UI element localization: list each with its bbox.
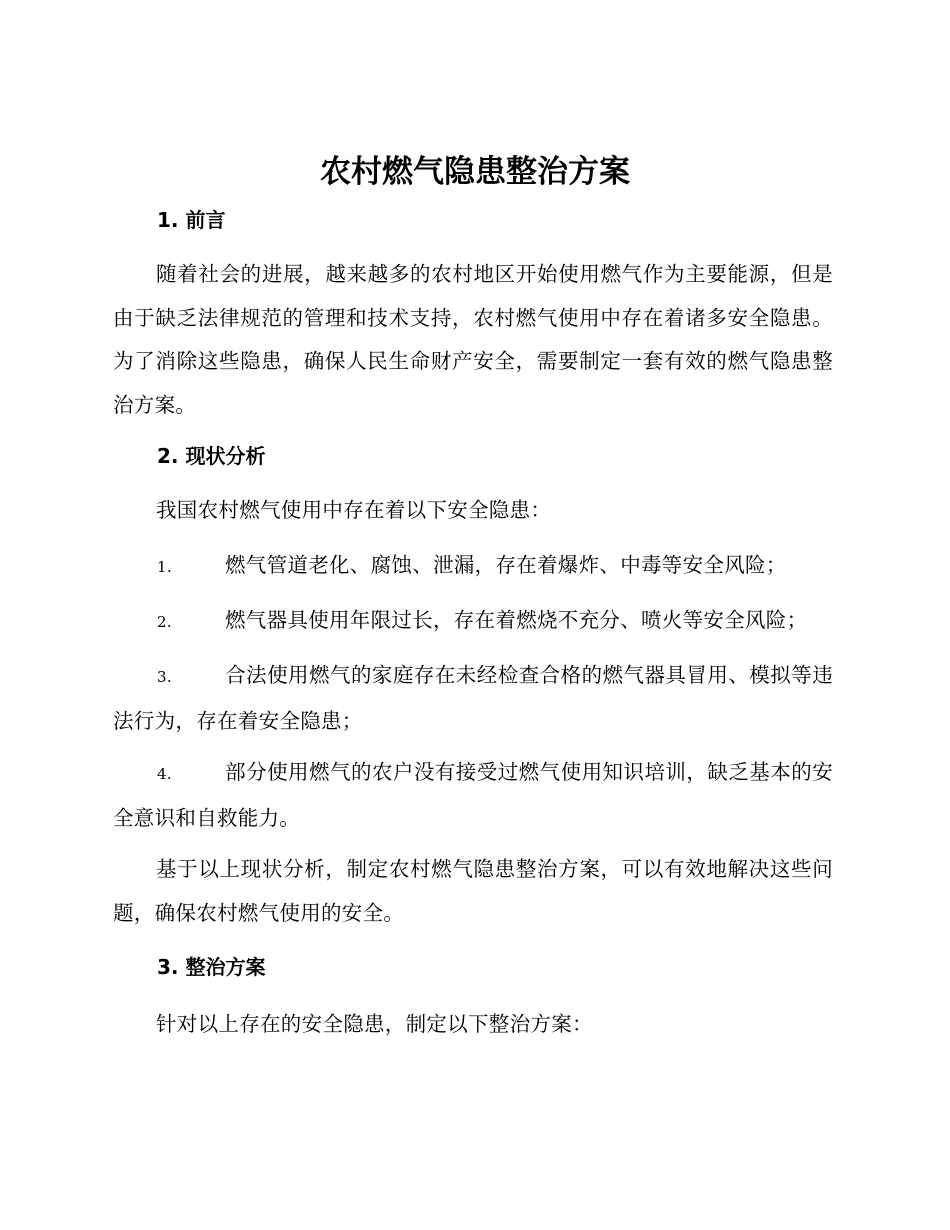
document-title: 农村燃气隐患整治方案 (320, 154, 630, 190)
list-text: 部分使用燃气的农户没有接受过燃气使用知识培训，缺乏基本的安全意识和自救能力。 (113, 760, 833, 830)
list-text: 燃气器具使用年限过长，存在着燃烧不充分、喷火等安全风险； (225, 608, 808, 632)
list-text: 合法使用燃气的家庭存在未经检查合格的燃气器具冒用、模拟等违法行为，存在着安全隐患； (113, 663, 833, 733)
plan-intro: 针对以上存在的安全隐患，制定以下整治方案： (156, 1012, 593, 1036)
section-heading-plan: 3. 整治方案 (157, 955, 266, 979)
analysis-intro: 我国农村燃气使用中存在着以下安全隐患： (156, 498, 552, 522)
analysis-conclusion: 基于以上现状分析，制定农村燃气隐患整治方案，可以有效地解决这些问题，确保农村燃气使用的安全。 (113, 857, 833, 925)
list-item (113, 654, 833, 743)
list-text: 燃气管道老化、腐蚀、泄漏，存在着爆炸、中毒等安全风险； (225, 553, 787, 577)
section-heading-analysis: 2. 现状分析 (157, 444, 266, 468)
list-number: 1. (157, 558, 172, 576)
list-item (113, 544, 833, 590)
list-item (113, 751, 833, 840)
list-number: 3. (157, 668, 172, 686)
list-number: 4. (157, 765, 172, 783)
section-heading-preface: 1. 前言 (157, 208, 226, 232)
list-number: 2. (157, 613, 172, 631)
list-item (113, 599, 833, 645)
preface-paragraph: 随着社会的进展，越来越多的农村地区开始使用燃气作为主要能源，但是由于缺乏法律规范的管理和技术支持，农村燃气使用中存在着诸多安全隐患。为了消除这些隐患，确保人民生命财产安全，需要制定一套有效的燃气隐患整治方案。 (113, 262, 833, 417)
